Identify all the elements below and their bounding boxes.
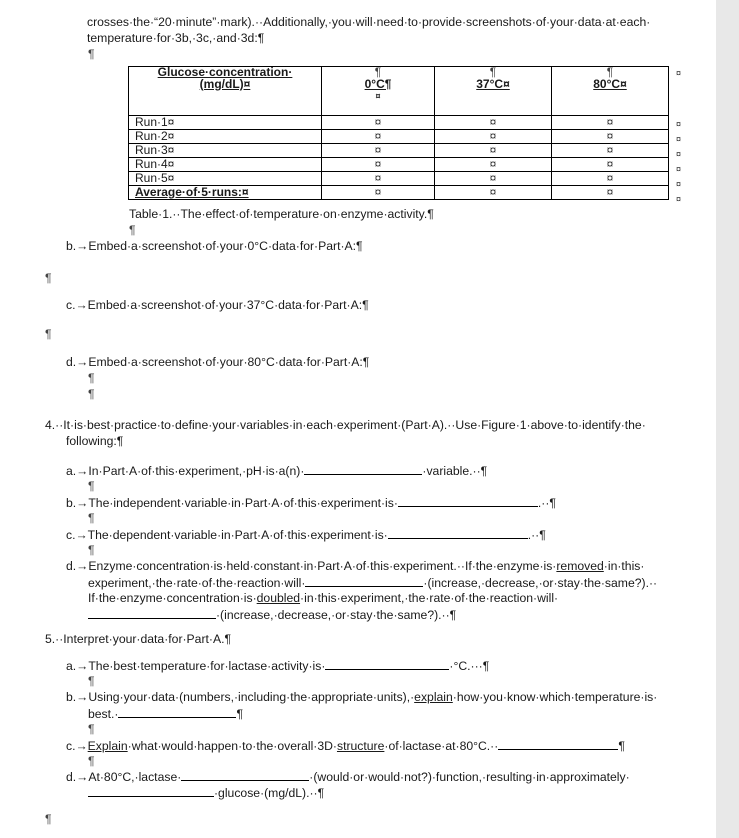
pilcrow: ¶ xyxy=(45,812,52,826)
pilcrow: ¶ xyxy=(88,479,95,493)
cell[interactable]: ¤ xyxy=(435,130,552,144)
row-end-mark: ¤ xyxy=(676,194,682,204)
answer-blank[interactable] xyxy=(325,658,449,670)
row-label: Run·2¤ xyxy=(129,130,322,144)
cell[interactable]: ¤ xyxy=(552,158,669,172)
row-label-average: Average·of·5·runs:¤ xyxy=(129,186,322,200)
table-row xyxy=(129,144,669,158)
table-row xyxy=(129,130,669,144)
q4-d-line3: If·the·enzyme·concentration·is·doubled·in·this·experiment,·the·rate·of·the·reaction·will· xyxy=(88,591,559,605)
row-label: Run·4¤ xyxy=(129,158,322,172)
pilcrow: ¶ xyxy=(88,47,95,61)
cell[interactable]: ¤ xyxy=(552,130,669,144)
cell[interactable]: ¤ xyxy=(552,172,669,186)
q5-d-line2: ·glucose·(mg/dL).··¶ xyxy=(88,785,324,801)
cell[interactable]: ¤ xyxy=(552,144,669,158)
q4-stem-2: following:¶ xyxy=(66,434,124,448)
pilcrow: ¶ xyxy=(129,223,136,237)
q5-c: c.→Explain·what·would·happen·to·the·overall·3D·structure·of·lactase·at·80°C.·· ¶ xyxy=(66,739,625,753)
pilcrow: ¶ xyxy=(88,674,95,688)
pilcrow: ¶ xyxy=(88,387,95,401)
q5-stem: 5.··Interpret·your·data·for·Part·A.¶ xyxy=(45,632,232,646)
header-0c: ¶ 0°C¶ ¤ xyxy=(322,67,435,116)
table-header-row xyxy=(129,67,669,116)
part3-d: d.→Embed·a·screenshot·of·your·80°C·data·for·Part·A:¶ xyxy=(66,355,370,369)
q5-b-line1: b.→Using·your·data·(numbers,·including·the·appropriate·units),·explain·how·you·know·which·temperature·is· xyxy=(66,690,658,704)
row-label: Run·1¤ xyxy=(129,116,322,130)
answer-blank[interactable] xyxy=(88,785,214,797)
cell[interactable]: ¤ xyxy=(552,116,669,130)
part3-b: b.→Embed·a·screenshot·of·your·0°C·data·for·Part·A:¶ xyxy=(66,239,363,253)
cell[interactable]: ¤ xyxy=(435,144,552,158)
row-end-mark: ¤ xyxy=(676,134,682,144)
q5-d-line1: d.→At·80°C,·lactase· ·(would·or·would·not?)·function,·resulting·in·approximately· xyxy=(66,770,630,784)
cell[interactable]: ¤ xyxy=(322,186,435,200)
answer-blank[interactable] xyxy=(118,706,236,718)
row-label: Run·5¤ xyxy=(129,172,322,186)
answer-blank[interactable] xyxy=(398,495,538,507)
answer-blank[interactable] xyxy=(388,527,528,539)
cell[interactable]: ¤ xyxy=(322,172,435,186)
header-80c: ¶ 80°C¤ xyxy=(552,67,669,116)
pilcrow: ¶ xyxy=(88,371,95,385)
pilcrow: ¶ xyxy=(88,754,95,768)
q4-a: a.→In·Part·A·of·this·experiment,·pH·is·a(n)· ·variable.··¶ xyxy=(66,464,488,478)
table-caption: Table·1.··The·effect·of·temperature·on·enzyme·activity.¶ xyxy=(129,207,434,221)
answer-blank[interactable] xyxy=(304,463,422,475)
pilcrow: ¶ xyxy=(45,327,52,341)
table-row xyxy=(129,158,669,172)
cell[interactable]: ¤ xyxy=(435,172,552,186)
cell[interactable]: ¤ xyxy=(322,130,435,144)
header-glucose: Glucose·concentration· (mg/dL)¤ xyxy=(129,67,322,116)
pilcrow: ¶ xyxy=(45,271,52,285)
answer-blank[interactable] xyxy=(498,738,618,750)
cell[interactable]: ¤ xyxy=(435,158,552,172)
table-row xyxy=(129,186,669,200)
answer-blank[interactable] xyxy=(88,607,216,619)
q4-d-line4: ·(increase,·decrease,·or·stay·the·same?).··¶ xyxy=(88,607,456,623)
row-end-mark: ¤ xyxy=(676,119,682,129)
q4-d-line2: experiment,·the·rate·of·the·reaction·will· ·(increase,·decrease,·or·stay·the·same?).·· xyxy=(88,576,658,590)
cell[interactable]: ¤ xyxy=(322,144,435,158)
cell[interactable]: ¤ xyxy=(435,186,552,200)
cell[interactable]: ¤ xyxy=(552,186,669,200)
q5-b-line2: best.· ¶ xyxy=(88,707,244,721)
row-end-mark: ¤ xyxy=(676,164,682,174)
cell[interactable]: ¤ xyxy=(322,116,435,130)
pilcrow: ¶ xyxy=(88,511,95,525)
q4-stem-1: 4.··It·is·best·practice·to·define·your·variables·in·each·experiment·(Part·A).··Use·Figure·1·above·to·identify·the· xyxy=(45,418,646,432)
row-end-mark: ¤ xyxy=(676,179,682,189)
page-gutter xyxy=(716,0,739,838)
table-row xyxy=(129,172,669,186)
table-row xyxy=(129,116,669,130)
row-label: Run·3¤ xyxy=(129,144,322,158)
q4-d-line1: d.→Enzyme·concentration·is·held·constant·in·Part·A·of·this·experiment.··If·the·enzyme·is·removed·in·this· xyxy=(66,559,645,573)
row-end-mark: ¤ xyxy=(676,68,682,78)
q4-c: c.→The·dependent·variable·in·Part·A·of·this·experiment·is· .··¶ xyxy=(66,528,546,542)
pilcrow: ¶ xyxy=(88,722,95,736)
answer-blank[interactable] xyxy=(305,575,423,587)
part3-c: c.→Embed·a·screenshot·of·your·37°C·data·for·Part·A:¶ xyxy=(66,298,369,312)
cell[interactable]: ¤ xyxy=(435,116,552,130)
answer-blank[interactable] xyxy=(181,769,309,781)
q4-b: b.→The·independent·variable·in·Part·A·of·this·experiment·is· .··¶ xyxy=(66,496,556,510)
q5-a: a.→The·best·temperature·for·lactase·activity·is· ·°C.···¶ xyxy=(66,659,490,673)
row-end-mark: ¤ xyxy=(676,149,682,159)
cell[interactable]: ¤ xyxy=(322,158,435,172)
temperature-table xyxy=(128,66,669,200)
header-37c: ¶ 37°C¤ xyxy=(435,67,552,116)
pilcrow: ¶ xyxy=(88,543,95,557)
intro-line-2: temperature·for·3b,·3c,·and·3d:¶ xyxy=(87,31,265,45)
intro-line-1: crosses·the·“20·minute”·mark).··Additionally,·you·will·need·to·provide·screenshots·of·your·data·at·each· xyxy=(87,15,651,29)
